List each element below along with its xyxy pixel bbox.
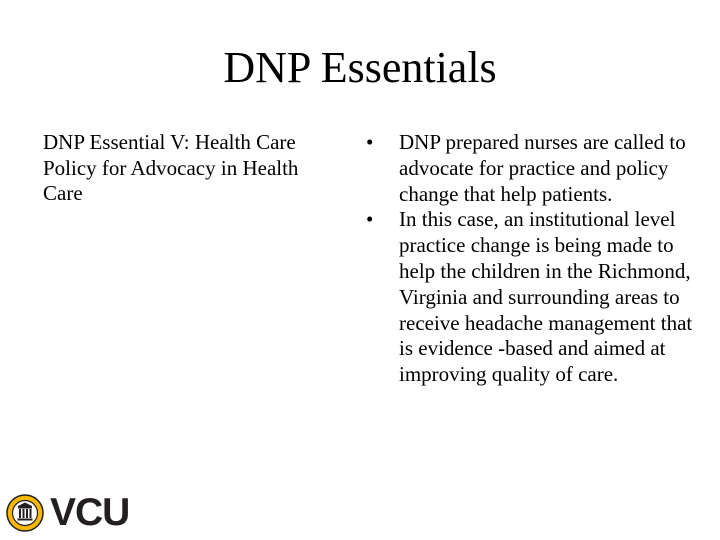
bullet-item [366,207,696,388]
bullet-list [366,130,696,388]
bullet-text: In this case, an institutional level practice change is being made to help the children in the Richmond, Virginia and surrounding areas to receive headache management that is evidence -based and aimed at improving quality of care. [399,207,693,387]
vcu-wordmark: VCU [50,491,130,534]
bullet-item [366,130,696,207]
slide-title: DNP Essentials [223,43,497,92]
bullet-list-container [366,130,696,388]
bullet-icon: • [366,130,374,154]
vcu-seal-icon [6,494,44,532]
vcu-logo [6,491,146,534]
bullet-icon: • [366,207,374,232]
bullet-text: DNP prepared nurses are called to advocate for practice and policy change that help patients. [399,130,686,206]
left-text: DNP Essential V: Health Care Policy for Advocacy in Health Care [43,130,299,205]
